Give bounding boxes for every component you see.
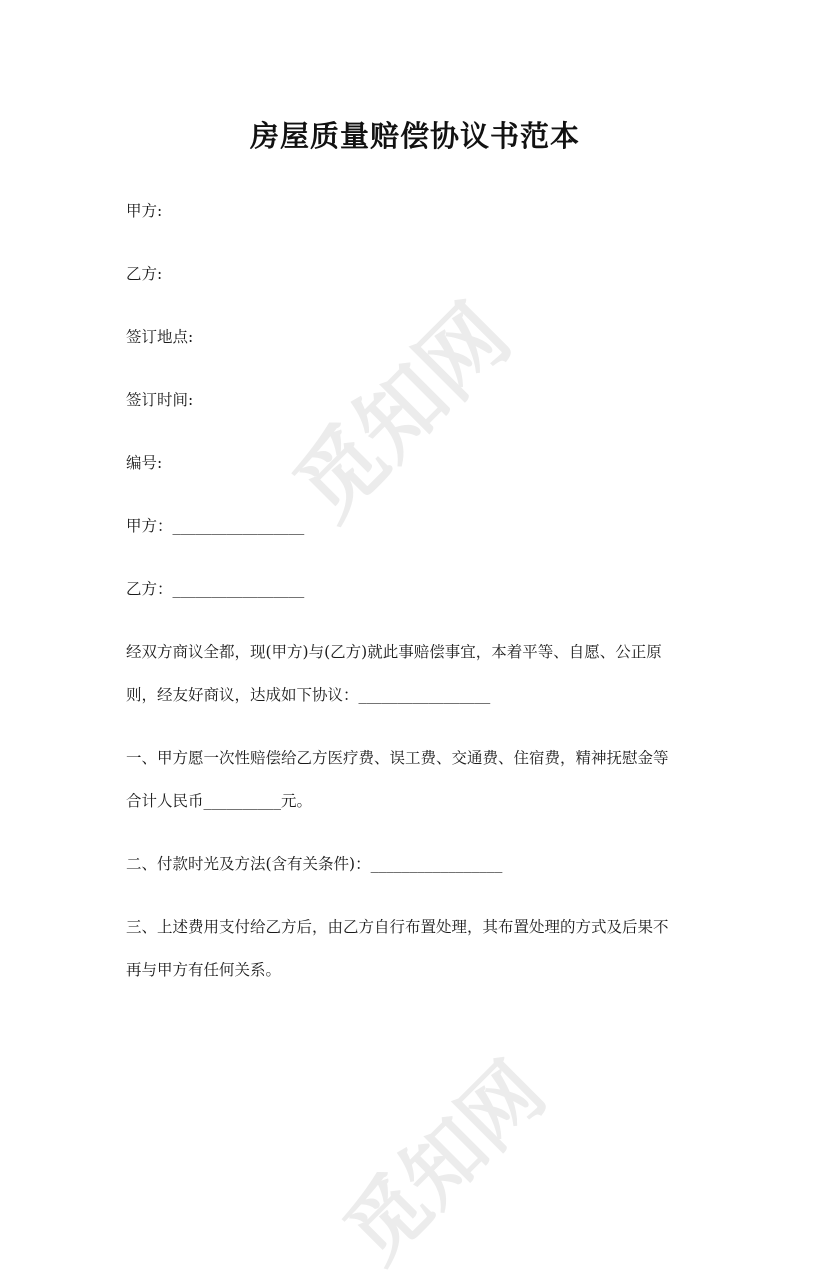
paragraph-intro-line-2: 则，经友好商议，达成如下协议：_________________ xyxy=(126,686,491,704)
field-party-a: 甲方: xyxy=(126,202,163,220)
field-number: 编号: xyxy=(126,454,163,472)
watermark: 觅知网 xyxy=(276,286,530,540)
clause-2-line-1: 二、付款时光及方法(含有关条件)：_________________ xyxy=(126,855,503,873)
paragraph-intro-line-1: 经双方商议全都，现(甲方)与(乙方)就此事赔偿事宜，本着平等、自愿、公正原 xyxy=(126,643,662,661)
clause-3-line-1: 三、上述费用支付给乙方后，由乙方自行布置处理，其布置处理的方式及后果不 xyxy=(126,918,669,936)
party-b-line: 乙方：_________________ xyxy=(126,580,305,598)
clause-3-line-2: 再与甲方有任何关系。 xyxy=(126,961,282,979)
watermark: 觅知网 xyxy=(327,1044,563,1281)
clause-1-line-2: 合计人民币__________元。 xyxy=(126,792,313,810)
field-signing-place: 签订地点: xyxy=(126,328,194,346)
clause-1-line-1: 一、甲方愿一次性赔偿给乙方医疗费、误工费、交通费、住宿费，精神抚慰金等 xyxy=(126,749,669,767)
field-signing-time: 签订时间: xyxy=(126,391,194,409)
field-party-b: 乙方: xyxy=(126,265,163,283)
party-a-line: 甲方：_________________ xyxy=(126,517,305,535)
document-title: 房屋质量赔偿协议书范本 xyxy=(249,119,580,153)
